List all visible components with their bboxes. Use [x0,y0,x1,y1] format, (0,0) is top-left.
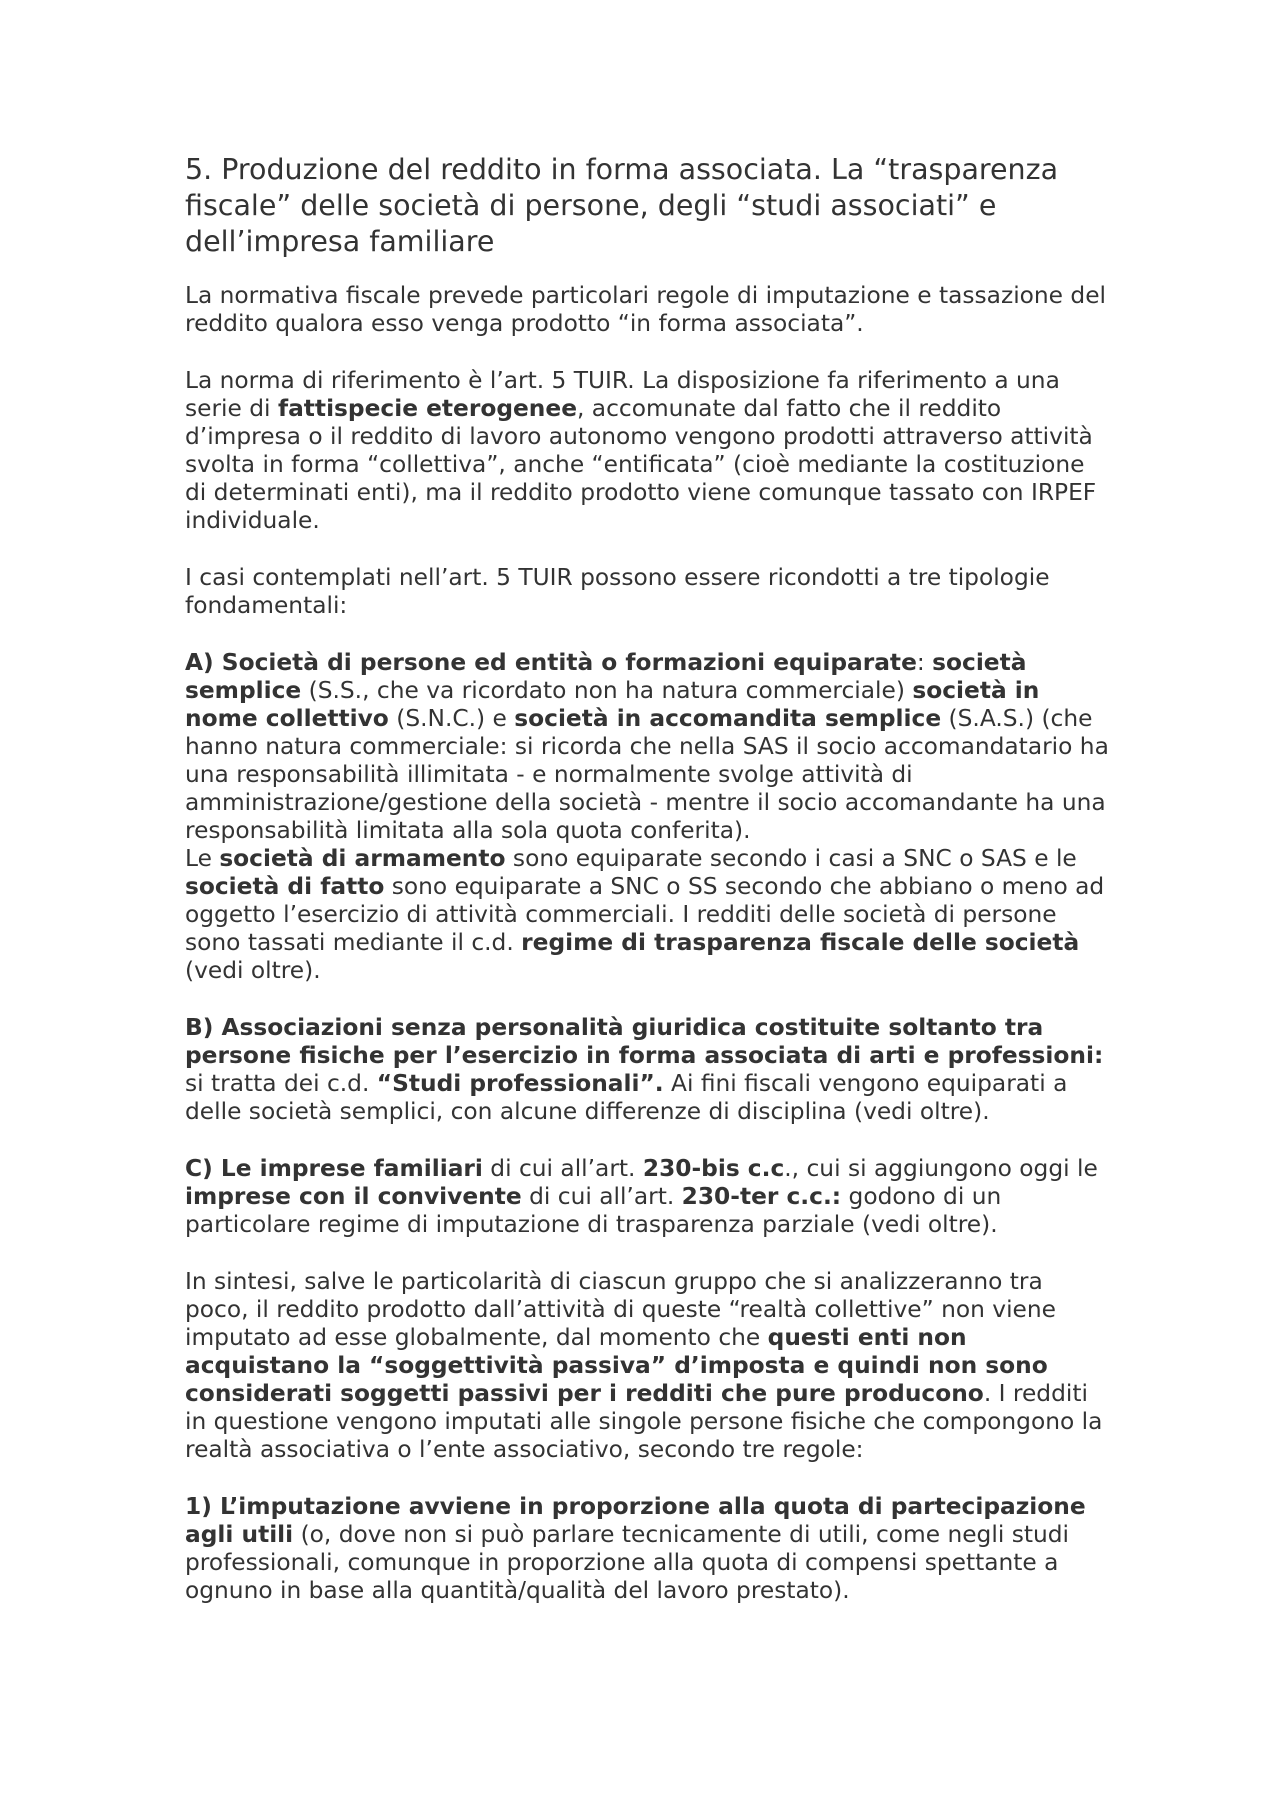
bold-text: 1) L’imputazione avviene in proporzione alla quota di partecipazione agli utili [185,1493,1086,1548]
paragraph [185,282,1110,338]
bold-text: società semplice [185,649,1027,704]
text-run: di cui all’art. [482,1155,643,1182]
text-run: (S.S., che va ricordato non ha natura commerciale) [301,677,913,704]
paragraph [185,1493,1110,1605]
paragraph [185,367,1110,535]
text-run: Ai fini fiscali vengono equiparati a delle società semplici, con alcune differenze di disciplina (vedi oltre). [185,1070,1068,1125]
bold-text: imprese con il convivente [185,1183,522,1210]
text-run: di cui all’art. [521,1183,682,1210]
text-run: . I redditi in questione vengono imputati alle singole persone fisiche che compongono la realtà associativa o l’ente associativo, secondo tre regole: [185,1380,1103,1463]
bold-text: A) Società di persone ed entità o formazioni equiparate [185,649,917,676]
bold-text: B) Associazioni senza personalità giuridica costituite soltanto tra persone fisiche per l’esercizio in forma associata di arti e professioni: [185,1014,1104,1069]
paragraph [185,1014,1110,1126]
bold-text: società in nome collettivo [185,677,1040,732]
bold-text: regime di trasparenza fiscale delle società [521,929,1080,956]
text-run: La norma di riferimento è l’art. 5 TUIR. La disposizione fa riferimento a una serie di [185,367,1060,422]
text-run: sono equiparate a SNC o SS secondo che abbiano o meno ad oggetto l’esercizio di attività commerciali. I redditi delle società di persone sono tassati mediante il c.d. [185,873,1105,956]
document-page [185,152,1110,1634]
document-body [185,282,1110,1605]
text-run: (vedi oltre). [185,957,321,984]
paragraph [185,649,1110,985]
text-run: ., cui si aggiungono oggi le [784,1155,1098,1182]
paragraph [185,564,1110,620]
paragraph [185,1268,1110,1464]
text-run: sono equiparate secondo i casi a SNC o SAS e le [505,845,1077,872]
text-run: (o, dove non si può parlare tecnicamente di utili, come negli studi professionali, comunque in proporzione alla quota di compensi spettante a ognuno in base alla quantità/qualità del lavoro prestato). [185,1521,1069,1604]
text-run: In sintesi, salve le particolarità di ciascun gruppo che si analizzeranno tra poco, il reddito prodotto dall’attività di queste “realtà collettive” non viene imputato ad esse globalmente, dal momento che [185,1268,1056,1351]
bold-text: società di armamento [219,845,506,872]
text-run: I casi contemplati nell’art. 5 TUIR possono essere ricondotti a tre tipologie fondamentali: [185,564,1050,619]
text-run: si tratta dei c.d. [185,1070,377,1097]
bold-text: società di fatto [185,873,385,900]
bold-text: società in accomandita semplice [514,705,942,732]
bold-text: “Studi professionali”. [376,1070,664,1097]
text-run: godono di un particolare regime di imputazione di trasparenza parziale (vedi oltre). [185,1183,1002,1238]
document-title: 5. Produzione del reddito in forma associata. La “trasparenza fiscale” delle società di persone, degli “studi associati” e dell’impresa familiare [185,153,1059,258]
text-run: Le [185,845,220,872]
text-run: : [916,649,933,676]
bold-text: C) Le imprese familiari [185,1155,483,1182]
bold-text: 230-bis c.c [642,1155,785,1182]
text-run: (S.A.S.) (che hanno natura commerciale: si ricorda che nella SAS il socio accomandatario ha una responsabilità illimitata - e normalmente svolge attività di amministrazione/gestione della società - mentre il socio accomandante ha una responsabilità limitata alla sola quota conferita). [185,705,1109,844]
bold-text: 230-ter c.c.: [681,1183,842,1210]
paragraph [185,1155,1110,1239]
text-run: , accomunate dal fatto che il reddito d’impresa o il reddito di lavoro autonomo vengono prodotti attraverso attività svolta in forma “collettiva”, anche “entificata” (cioè mediante la costituzione di determinati enti), ma il reddito prodotto viene comunque tassato con IRPEF individuale. [185,395,1097,534]
bold-text: fattispecie eterogenee [277,395,577,422]
text-run: La normativa fiscale prevede particolari regole di imputazione e tassazione del reddito qualora esso venga prodotto “in forma associata”. [185,282,1107,337]
text-run: (S.N.C.) e [388,705,515,732]
bold-text: questi enti non acquistano la “soggettività passiva” d’imposta e quindi non sono considerati soggetti passivi per i redditi che pure producono [185,1324,1048,1407]
